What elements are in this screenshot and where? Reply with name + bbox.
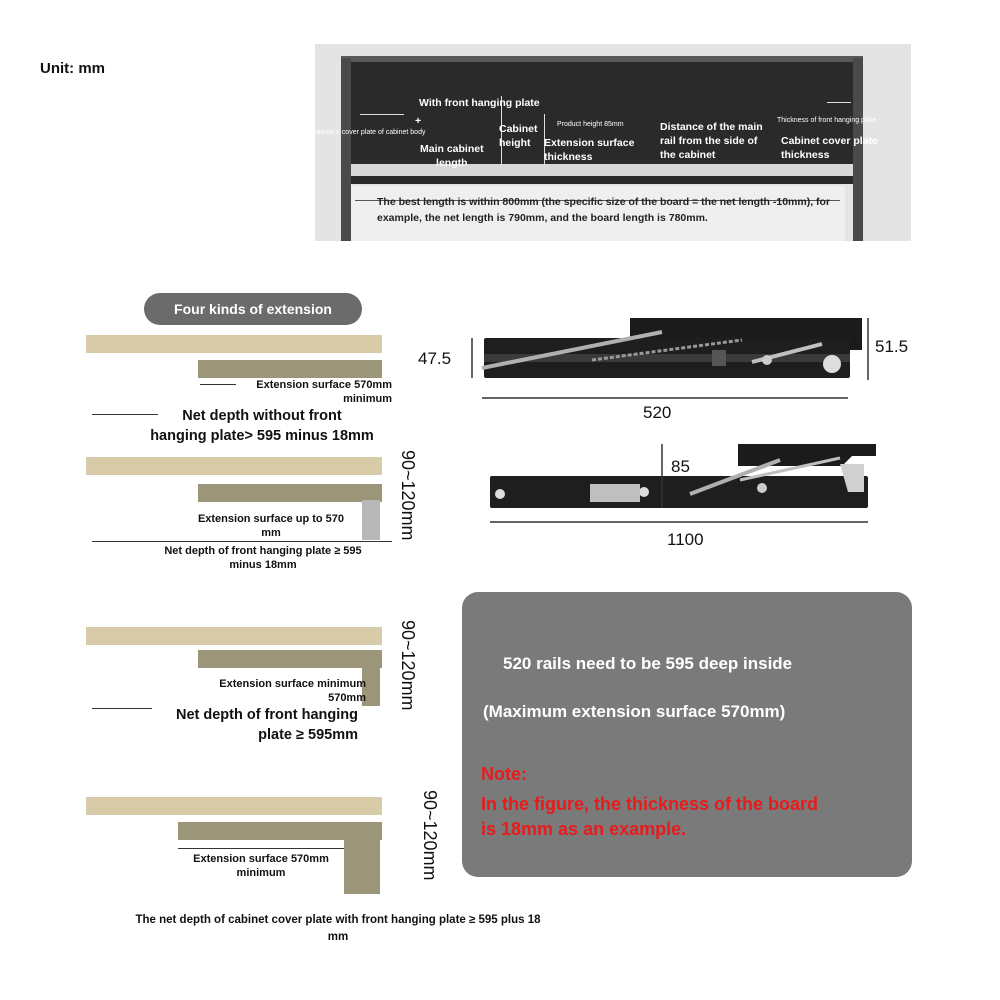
cabinet-photo xyxy=(315,44,911,241)
d3-height-label: 90~120mm xyxy=(398,620,418,711)
extension-rail xyxy=(198,360,382,378)
board-top xyxy=(86,627,382,645)
d2-net-depth-label: Net depth of front hanging plate ≥ 595 minus 18mm xyxy=(164,545,362,571)
extension-title: Four kinds of extension xyxy=(144,293,362,325)
info-line-1: 520 rails need to be 595 deep inside xyxy=(503,654,793,673)
rail-rivet xyxy=(495,489,505,499)
cover-plate xyxy=(362,822,380,894)
rail-clip xyxy=(712,350,726,366)
d2-height-label: 90~120mm xyxy=(398,450,418,541)
photo-label-front-plate-thickness: Thickness of front hanging plate xyxy=(777,117,877,124)
d3-extension-label: Extension surface minimum 570mm xyxy=(219,678,366,704)
dim-arrow xyxy=(178,848,344,849)
dim-arrow xyxy=(92,541,392,542)
board-top xyxy=(86,797,382,815)
photo-label-rail-distance: Distance of the main rail from the side of the cabinet xyxy=(660,121,763,161)
dim-arrow xyxy=(200,384,236,385)
rail2-height: 85 xyxy=(671,457,690,476)
photo-label-plus: + xyxy=(415,115,422,127)
photo-label-main-length: Main cabinet length xyxy=(420,143,484,169)
photo-label-front-hanging: With front hanging plate xyxy=(419,97,540,109)
photo-label-cabinet-height: Cabinet height xyxy=(499,123,538,149)
extension-rail xyxy=(198,484,382,502)
rail-pivot xyxy=(762,355,772,365)
rail-pivot xyxy=(757,483,767,493)
photo-label-cover-plate: abinet ≥ cover plate of cabinet body xyxy=(315,129,426,136)
rail1-length: 520 xyxy=(643,403,672,422)
rail-bracket xyxy=(738,444,876,466)
cabinet-top xyxy=(341,56,863,62)
cabinet-side-left xyxy=(341,58,351,241)
d3-net-depth-label: Net depth of front hanging plate ≥ 595mm xyxy=(175,707,358,743)
d1-net-depth-label: Net depth without front hanging plate> 595 minus 18mm xyxy=(150,408,374,444)
rail-wheel xyxy=(823,355,841,373)
photo-best-length-note: The best length is within 800mm (the specific size of the board = the net length -10mm), for example, the net length is 790mm, and the board length is 780mm. xyxy=(377,196,831,224)
rail1-left-height: 47.5 xyxy=(418,349,452,368)
info-line-2: (Maximum extension surface 570mm) xyxy=(483,702,786,721)
note-title: Note: xyxy=(481,764,527,784)
d4-net-depth-label: The net depth of cabinet cover plate with front hanging plate ≥ 595 plus 18 mm xyxy=(135,914,541,943)
info-box xyxy=(462,592,912,877)
d4-extension-label: Extension surface 570mm minimum xyxy=(193,853,329,879)
rail-1100-drawing xyxy=(480,436,900,536)
photo-label-ext-thickness: Extension surface thickness xyxy=(544,137,635,163)
d2-extension-label: Extension surface up to 570 mm xyxy=(197,513,345,539)
rail-clip xyxy=(590,484,640,502)
unit-label: Unit: mm xyxy=(40,60,105,77)
rail-body xyxy=(490,476,868,508)
note-body: In the figure, the thickness of the board is 18mm as an example. xyxy=(481,794,819,839)
board-top xyxy=(86,457,382,475)
rail1-right-height: 51.5 xyxy=(875,337,909,356)
photo-label-cover-thickness: Cabinet cover plate thickness xyxy=(781,135,878,161)
photo-dim-line xyxy=(827,102,851,103)
d1-extension-label: Extension surface 570mm minimum xyxy=(256,379,392,405)
board-top xyxy=(86,335,382,353)
extension-rail xyxy=(198,650,382,668)
front-hanging-plate xyxy=(344,822,362,894)
rail2-length: 1100 xyxy=(667,530,704,549)
photo-dim-line xyxy=(360,114,404,115)
photo-label-product-height: Product height 85mm xyxy=(557,121,624,128)
rail-rivet xyxy=(639,487,649,497)
d4-height-label: 90~120mm xyxy=(420,790,440,881)
